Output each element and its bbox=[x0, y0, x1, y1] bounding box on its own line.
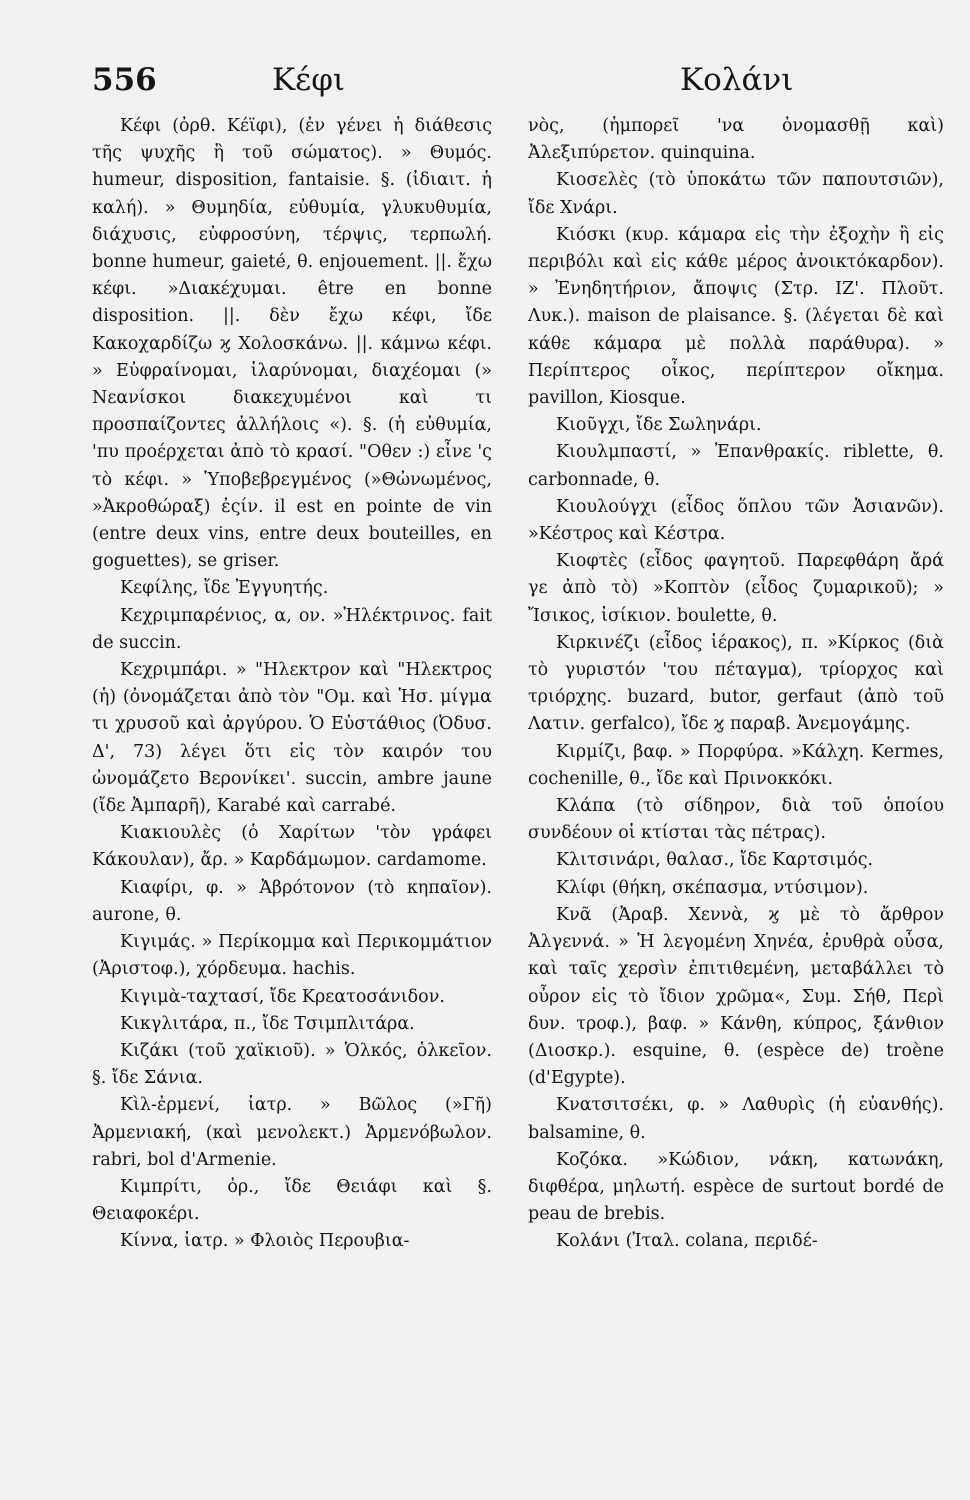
dictionary-entry: Κιρμίζι, βαφ. » Πορφύρα. »Κάλχη. Kermes, cochenille, θ., ἴδε καὶ Πρινοκκόκι. bbox=[528, 741, 944, 789]
dictionary-entry: Κιρκινέζι (εἶδος ἱέρακος), π. »Κίρκος (διὰ τὸ γυριστόν 'του πέταγμα), τρίορχος καὶ τριόρχης. buzard, butor, gerfaut (ἀπὸ τοῦ Λατιν. gerfalco), ἴδε ϗ παραβ. Ἀνεμογάμης. bbox=[528, 632, 944, 735]
dictionary-entry: Κιοσελὲς (τὸ ὑποκάτω τῶν παπουτσιῶν), ἴδε Χνάρι. bbox=[528, 170, 944, 218]
dictionary-entry: Κιαφίρι, φ. » Ἀβρότονον (τὸ κηπαῖον). aurone, θ. bbox=[92, 877, 492, 925]
dictionary-entry: Κεχριμπαρένιος, α, ον. »Ἠλέκτρινος. fait de succin. bbox=[92, 605, 492, 653]
dictionary-entry: Κικγλιτάρα, π., ἴδε Τσιμπλιτάρα. bbox=[120, 1013, 415, 1034]
dictionary-entry: νὸς, (ἡμπορεῖ 'να ὀνομασθῇ καὶ) Ἀλεξιπύρετον. quinquina. bbox=[528, 116, 944, 164]
dictionary-entry: Κιοφτὲς (εἶδος φαγητοῦ. Παρεφθάρη ἄρά γε ἀπὸ τὸ) »Κοπτὸν (εἶδος ζυμαρικοῦ); » Ἴσικος, ἰσίκιον. boulette, θ. bbox=[528, 551, 944, 626]
dictionary-entry: Κέφι (ὀρθ. Κέϊφι), (ἐν γένει ἡ διάθεσις τῆς ψυχῆς ἢ τοῦ σώματος). » Θυμός. humeur, disposition, fantaisie. §. (ἰδιαιτ. ἡ καλή). » Θυμηδία, εὐθυμία, γλυκυθυμία, διάχυσις, εὐφροσύνη, τέρψις, τερπωλή. bonne humeur, gaieté, θ. enjouement. ||. ἔχω κέφι. »Διακέχυμαι. être en bonne disposition. ||. δὲν ἔχω κέφι, ἴδε Κακοχαρδίζω ϗ Χολοσκάνω. ||. κάμνω κέφι. » Εὐφραίνομαι, ἱλαρύνομαι, διαχέομαι (» Νεανίσκοι διακεχυμένοι καὶ τι προσπαίζοντες ἀλλήλοις «). §. (ἡ εὐθυμία, 'πυ προέρχεται ἀπὸ τὸ κρασί. "Οθεν :) εἶνε 'ς τὸ κέφι. » Ὑποβεβρεγμένος (»Θὠνωμένος, »Ἀκροθώραξ) ἐςίν. il est en pointe de vin (entre deux vins, entre deux bouteilles, en goguettes), se griser. bbox=[92, 116, 492, 572]
dictionary-entry: Κιγιμὰ-ταχτασί, ἴδε Κρεατοσάνιδον. bbox=[120, 986, 445, 1007]
right-running-headword: Κολάνι bbox=[680, 62, 794, 98]
dictionary-entry: Κεφίλης, ἴδε Ἐγγυητής. bbox=[120, 578, 329, 599]
dictionary-entry: Κιμπρίτι, ὀρ., ἴδε Θειάφι καὶ §. Θειαφοκέρι. bbox=[92, 1176, 492, 1225]
dictionary-entry: Κιουλμπαστί, » Ἐπανθρακίς. riblette, θ. carbonnade, θ. bbox=[528, 442, 944, 490]
left-column bbox=[92, 113, 492, 1403]
dictionary-entry: Κνατσιτσέκι, φ. » Λαθυρὶς (ἡ εὐανθής). balsamine, θ. bbox=[528, 1095, 944, 1143]
dictionary-entry: Κλιτσινάρι, θαλασ., ἴδε Καρτσιμός. bbox=[556, 850, 874, 871]
dictionary-entry: Κιόσκι (κυρ. κάμαρα εἰς τὴν ἐξοχὴν ἢ εἰς περιβόλι καὶ εἰς κάθε μέρος ἀνοικτόκαρδον). » Ἐνηδητήριον, ἄποψις (Στρ. ΙΖ'. Πλοῦτ. Λυκ.). maison de plaisance. §. (λέγεται δὲ καὶ κάθε κάμαρα μὲ πολλὰ παράθυρα). » Περίπτερος οἶκος, περίπτερον οἴκημα. pavillon, Kiosque. bbox=[528, 224, 944, 409]
dictionary-entry: Κὶλ-ἐρμενί, ἰατρ. » Βῶλος (»Γῆ) Ἀρμενιακή, (καὶ μενολεκτ.) Ἀρμενόβωλον. rabri, bol d'Armenie. bbox=[92, 1095, 492, 1170]
dictionary-entry: Κοζόκα. »Κώδιον, νάκη, κατωνάκη, διφθέρα, μηλωτή. espèce de surtout bordé de peau de brebis. bbox=[528, 1149, 944, 1225]
dictionary-entry: Κίννα, ἰατρ. » Φλοιὸς Περουβια- bbox=[120, 1231, 410, 1252]
dictionary-entry: Κλάπα (τὸ σίδηρον, διὰ τοῦ ὁποίου συνδέουν οἱ κτίσται τὰς πέτρας). bbox=[528, 796, 944, 844]
dictionary-entry: Κιουλούγχι (εἶδος ὅπλου τῶν Ἀσιανῶν). »Κέστρος καὶ Κέστρα. bbox=[528, 496, 944, 545]
dictionary-entry: Κλίφι (θήκη, σκέπασμα, ντύσιμον). bbox=[556, 877, 869, 898]
page-number: 556 bbox=[92, 62, 157, 98]
left-running-headword: Κέφι bbox=[272, 62, 346, 98]
dictionary-entry: Κιζάκι (τοῦ χαϊκιοῦ). » Ὁλκός, ὁλκεῖον. §. ἴδε Σάνια. bbox=[92, 1040, 492, 1089]
page-header bbox=[0, 62, 970, 102]
dictionary-entry: Κιγιμάς. » Περίκομμα καὶ Περικομμάτιον (Ἀριστοφ.), χόρδευμα. hachis. bbox=[92, 932, 492, 980]
right-column bbox=[528, 113, 944, 1403]
dictionary-entry: Κνᾶ (Ἀραβ. Χεννὰ, ϗ μὲ τὸ ἄρθρον Ἀλγεννά. » Ἡ λεγομένη Χηνέα, ἐρυθρὰ οὖσα, καὶ ταῖς χερσὶν ἐπιτιθεμένη, μεταβάλλει τὸ οὖρον εἰς τὸ ἴδιον χρῶμα«, Συμ. Σήθ, Περὶ δυν. τροφ.), βαφ. » Κάνθη, κύπρος, ξάνθιον (Διοσκρ.). esquine, θ. (espèce de) troène (d'Egypte). bbox=[528, 904, 944, 1089]
dictionary-entry: Κολάνι (Ἰταλ. colana, περιδέ- bbox=[556, 1231, 818, 1252]
dictionary-entry: Κιοῦγχι, ἴδε Σωληνάρι. bbox=[556, 415, 762, 436]
dictionary-entry: Κεχριμπάρι. » "Ηλεκτρον καὶ "Ηλεκτρος (ἡ) (ὀνομάζεται ἀπὸ τὸν "Ομ. καὶ Ἡσ. μίγμα τι χρυσοῦ καὶ ἀργύρου. Ὁ Εὐστάθιος (Ὀδυσ. Δ', 73) λέγει ὅτι εἰς τὸν καιρόν του ὠνομάζετο Βερονίκει'. succin, ambre jaune (ἴδε Ἀμπαρῆ), Karabé καὶ carrabé. bbox=[92, 660, 492, 817]
dictionary-entry: Κιακιουλὲς (ὁ Χαρίτων 'τὸν γράφει Κάκουλαν), ἄρ. » Καρδάμωμον. cardamome. bbox=[92, 823, 492, 871]
